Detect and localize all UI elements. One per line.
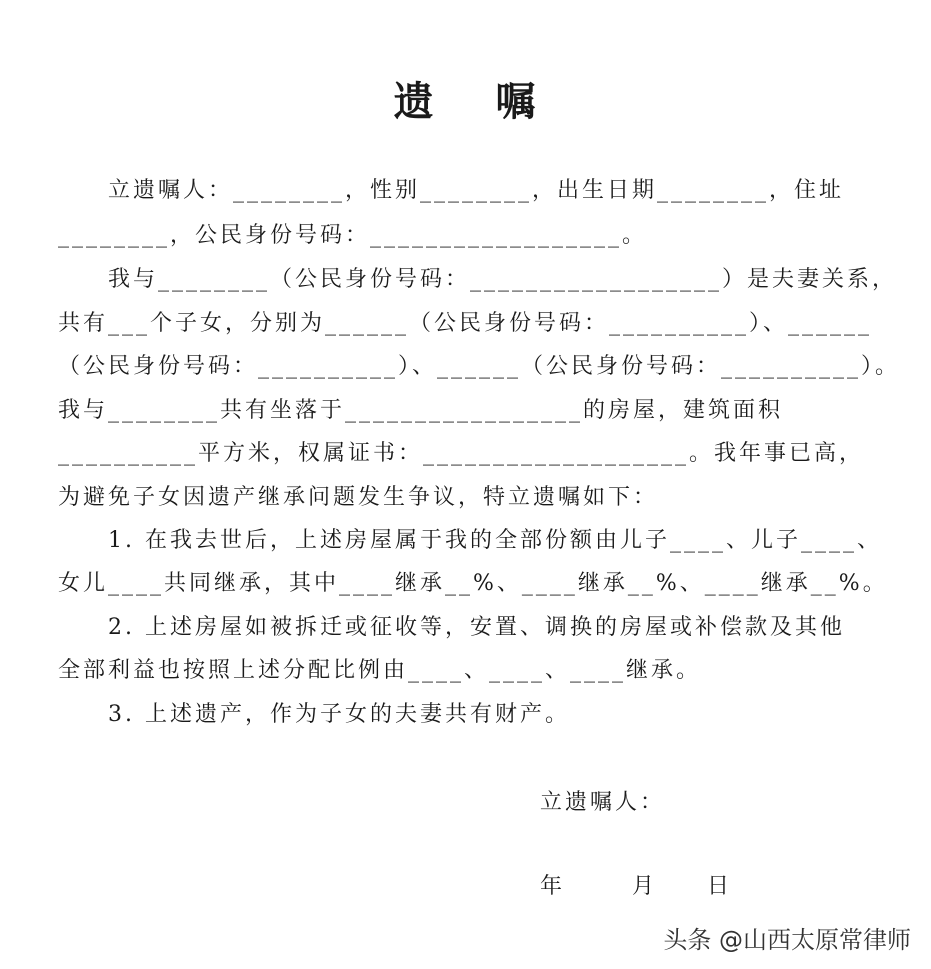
clause-2-line-2: 全部利益也按照上述分配比例由____、____、____继承。 bbox=[58, 658, 702, 683]
title-char-1: 遗 bbox=[393, 79, 436, 125]
paragraph-line-5: （公民身份号码：__________）、______（公民身份号码：__________）。 bbox=[58, 354, 901, 379]
date-day-label: 日 bbox=[707, 874, 730, 899]
clause-1-line-2: 女儿____共同继承，其中____继承__%、____继承__%、____继承__%。 bbox=[58, 571, 888, 596]
paragraph-line-2: ________，公民身份号码：__________________。 bbox=[58, 223, 648, 248]
clause-3-line: 3. 上述遗产，作为子女的夫妻共有财产。 bbox=[108, 702, 570, 727]
clause-2-line-1: 2. 上述房屋如被拆迁或征收等，安置、调换的房屋或补偿款及其他 bbox=[108, 615, 845, 640]
paragraph-line-8: 为避免子女因遗产继承问题发生争议，特立遗嘱如下： bbox=[58, 485, 659, 510]
paragraph-line-3: 我与________（公民身份号码：__________________）是夫妻关系， bbox=[108, 267, 898, 292]
paragraph-line-7: __________平方米，权属证书：___________________。我年事已高， bbox=[58, 441, 865, 466]
paragraph-line-6: 我与________共有坐落于_________________的房屋，建筑面积 bbox=[58, 398, 784, 423]
title-char-2: 嘱 bbox=[495, 79, 538, 125]
signature-label: 立遗嘱人： bbox=[540, 790, 666, 815]
clause-1-line-1: 1. 在我去世后，上述房屋属于我的全部份额由儿子____、儿子____、 bbox=[108, 528, 882, 553]
date-month-label: 月 bbox=[632, 874, 655, 899]
document-title bbox=[0, 70, 931, 127]
paragraph-line-4: 共有___个子女，分别为______（公民身份号码：__________）、______ bbox=[58, 311, 873, 336]
date-row bbox=[540, 872, 729, 902]
date-year-label: 年 bbox=[540, 874, 563, 899]
paragraph-line-1: 立遗嘱人：________，性别________，出生日期________，住址 bbox=[108, 178, 845, 203]
watermark-text: 头条 @山西太原常律师 bbox=[663, 926, 911, 954]
